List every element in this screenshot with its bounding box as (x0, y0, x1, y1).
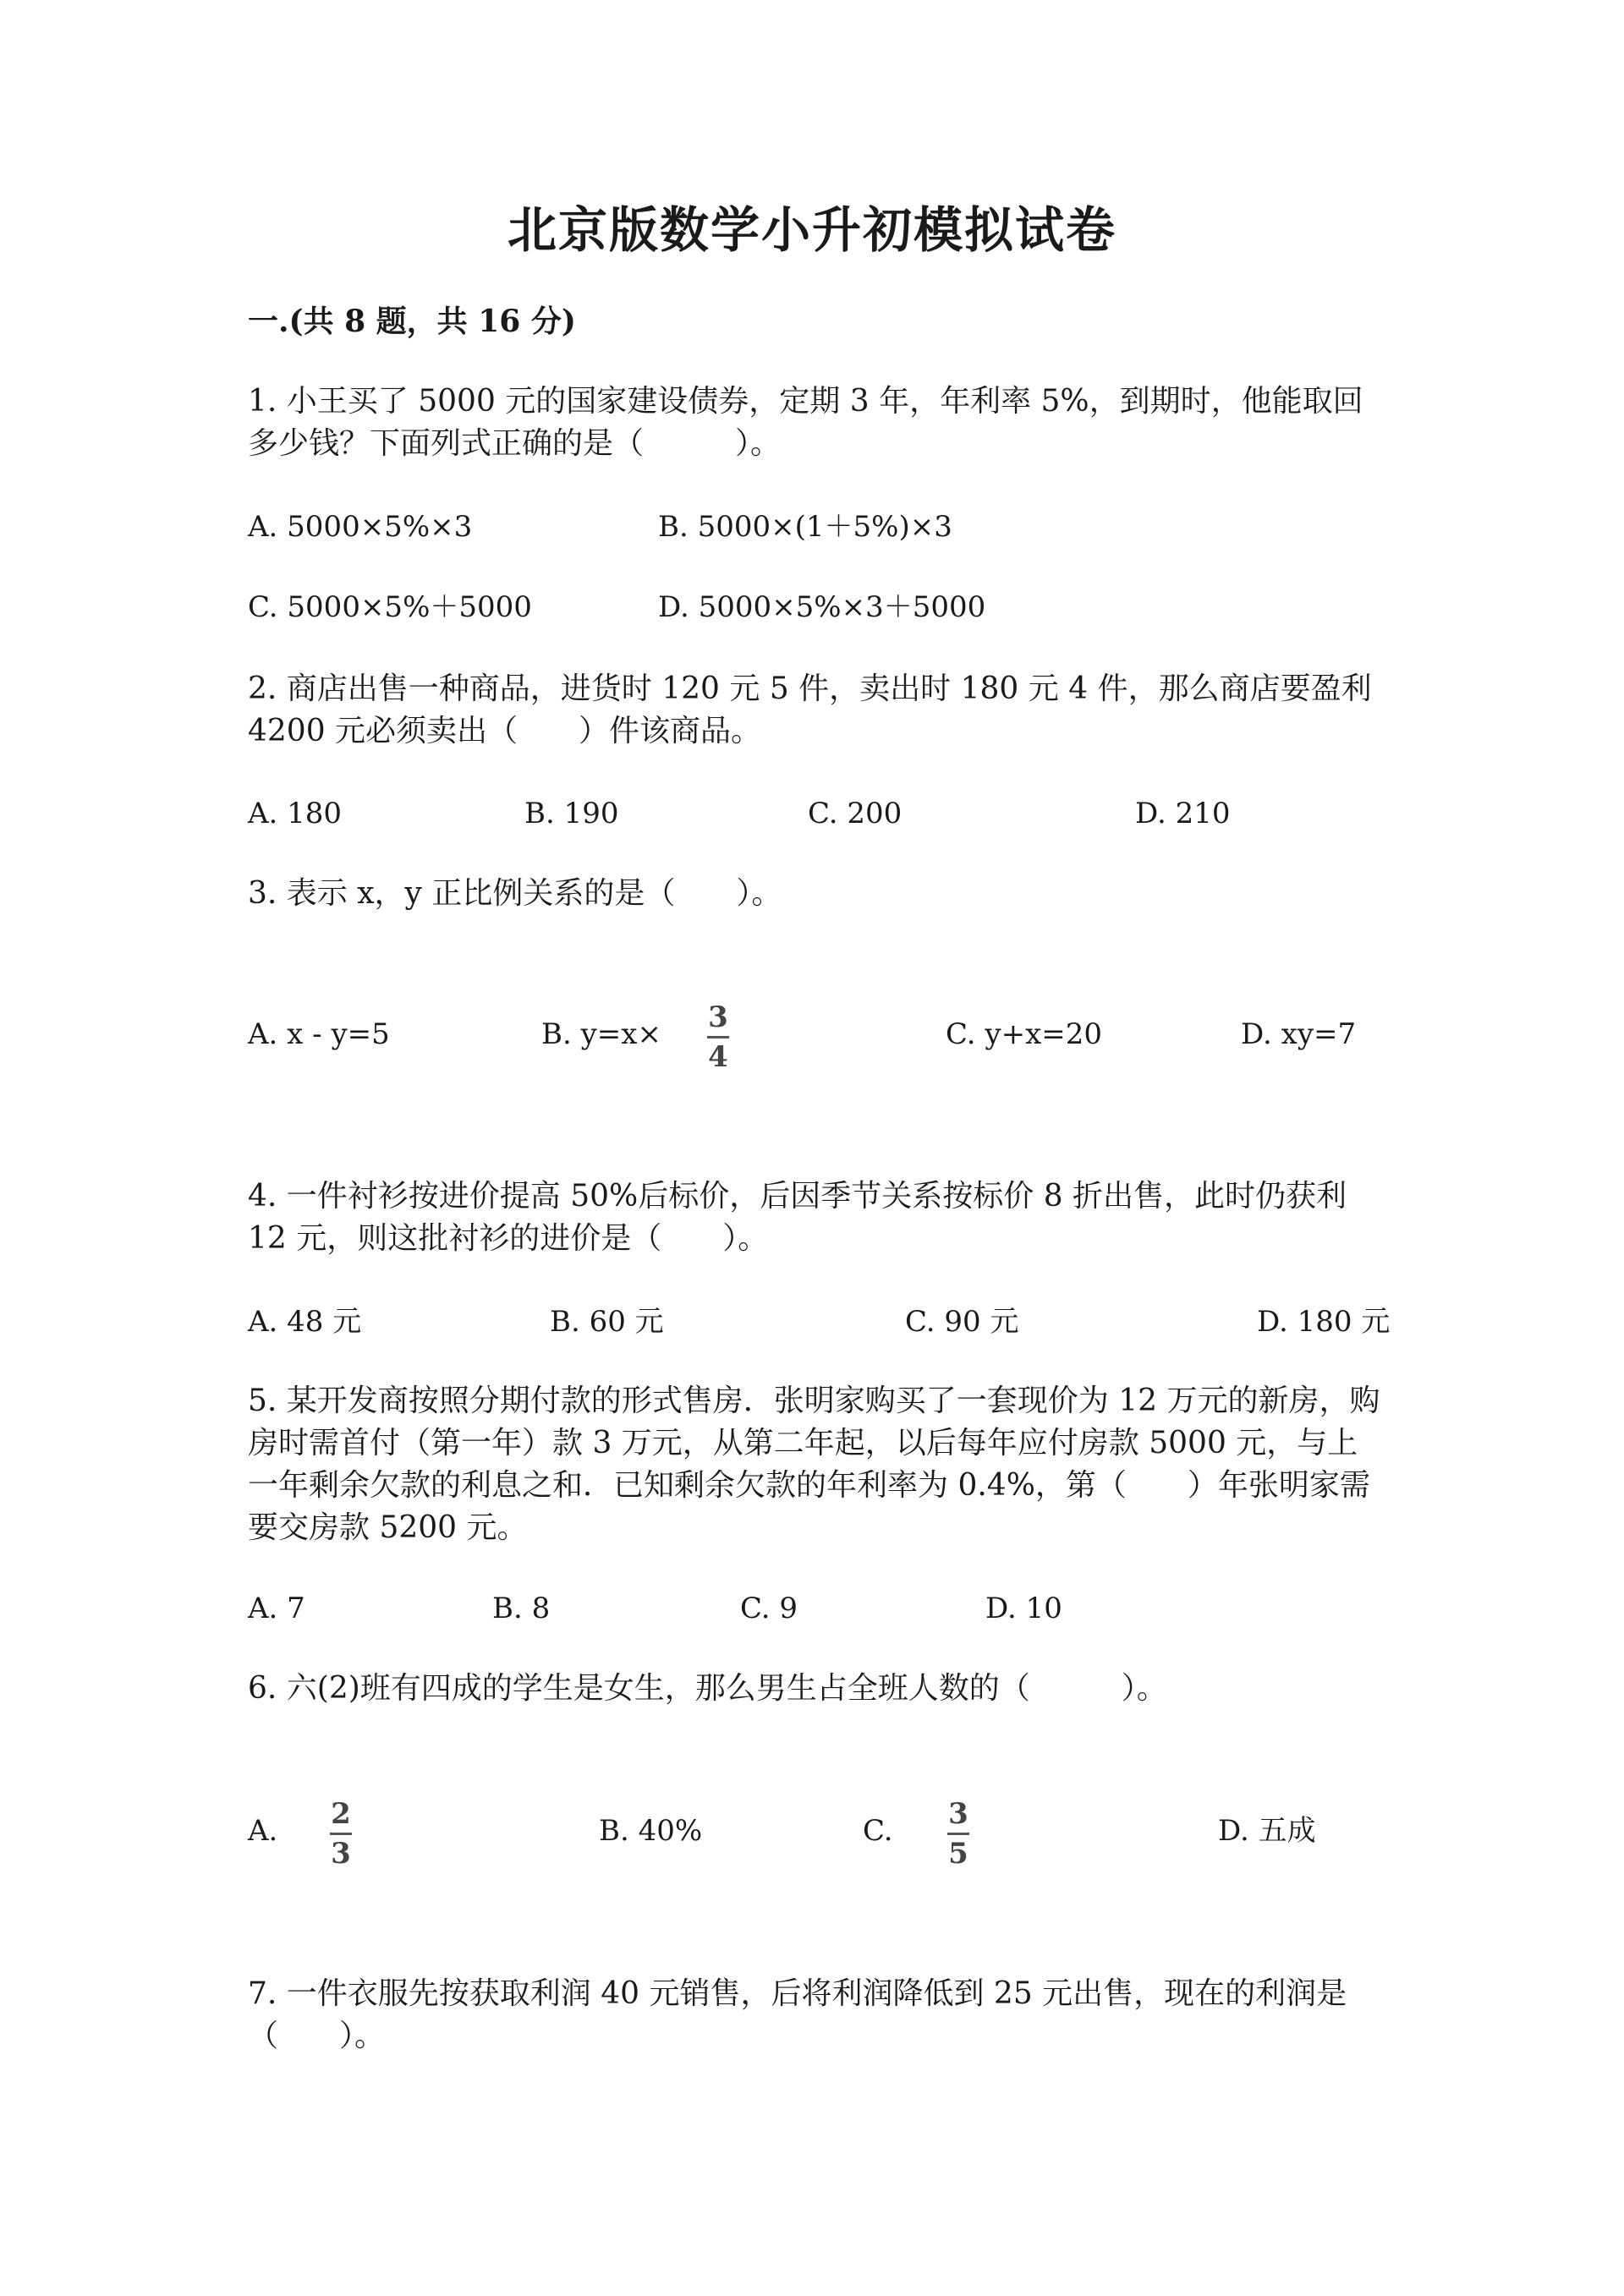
q1-option-a[interactable]: A. 5000×5%×3 (248, 510, 473, 544)
question-1: 1. 小王买了 5000 元的国家建设债券，定期 3 年，年利率 5%，到期时，他能取回多少钱？下面列式正确的是（ ）。 (248, 384, 1363, 461)
fraction-denominator: 4 (708, 1040, 728, 1074)
q4-option-b[interactable]: B. 60 元 (550, 1305, 664, 1339)
q6-option-c-fraction (947, 1799, 969, 1869)
q3-option-b-fraction (707, 1002, 729, 1072)
question-4: 4. 一件衬衫按进价提高 50%后标价，后因季节关系按标价 8 折出售，此时仍获利 12 元，则这批衬衫的进价是（ ）。 (248, 1179, 1347, 1256)
q6-option-c[interactable]: C. (863, 1814, 893, 1848)
question-3: 3. 表示 x，y 正比例关系的是（ ）。 (248, 876, 782, 911)
q4-option-c[interactable]: C. 90 元 (905, 1305, 1019, 1339)
fraction-bar (330, 1833, 352, 1835)
q3-option-d[interactable]: D. xy=7 (1241, 1017, 1357, 1051)
q6-option-b[interactable]: B. 40% (599, 1814, 703, 1848)
section-heading: 一.(共 8 题，共 16 分) (248, 304, 576, 339)
fraction-denominator: 5 (948, 1837, 968, 1871)
q5-option-a[interactable]: A. 7 (248, 1592, 305, 1625)
fraction-numerator: 2 (331, 1797, 351, 1831)
fraction-bar (707, 1036, 729, 1038)
q6-option-d[interactable]: D. 五成 (1218, 1814, 1316, 1848)
question-5: 5. 某开发商按照分期付款的形式售房．张明家购买了一套现价为 12 万元的新房，购房时需首付（第一年）款 3 万元，从第二年起，以后每年应付房款 5000 元，与上一年剩余欠款的利息之和．已知剩余欠款的年利率为 0.4%，第（ ）年张明家需要交房款 5200 元。 (248, 1384, 1380, 1545)
q5-option-b[interactable]: B. 8 (492, 1592, 551, 1625)
q1-option-d[interactable]: D. 5000×5%×3＋5000 (658, 590, 986, 624)
question-2: 2. 商店出售一种商品，进货时 120 元 5 件，卖出时 180 元 4 件，那么商店要盈利 4200 元必须卖出（ ）件该商品。 (248, 671, 1372, 748)
q6-option-a-fraction (330, 1799, 352, 1869)
fraction-numerator: 3 (708, 1000, 728, 1034)
q3-option-a[interactable]: A. x - y=5 (248, 1017, 390, 1051)
q2-option-d[interactable]: D. 210 (1135, 797, 1231, 830)
question-7: 7. 一件衣服先按获取利润 40 元销售，后将利润降低到 25 元出售，现在的利润是（ ）。 (248, 1976, 1347, 2053)
fraction-bar (947, 1833, 969, 1835)
q1-option-b[interactable]: B. 5000×(1＋5%)×3 (658, 510, 952, 544)
page-title: 北京版数学小升初模拟试卷 (507, 201, 1116, 259)
question-6: 6. 六(2)班有四成的学生是女生，那么男生占全班人数的（ ）。 (248, 1671, 1167, 1706)
q1-option-c[interactable]: C. 5000×5%＋5000 (248, 590, 532, 624)
q3-option-b[interactable]: B. y=x× (541, 1017, 661, 1051)
q5-option-c[interactable]: C. 9 (740, 1592, 798, 1625)
q4-option-a[interactable]: A. 48 元 (248, 1305, 362, 1339)
q5-option-d[interactable]: D. 10 (985, 1592, 1062, 1625)
fraction-denominator: 3 (331, 1837, 351, 1871)
q2-option-a[interactable]: A. 180 (248, 797, 343, 830)
q3-option-c[interactable]: C. y+x=20 (946, 1017, 1103, 1051)
q2-option-b[interactable]: B. 190 (524, 797, 619, 830)
fraction-numerator: 3 (948, 1797, 968, 1831)
q2-option-c[interactable]: C. 200 (808, 797, 903, 830)
q6-option-a[interactable]: A. (248, 1814, 278, 1848)
q4-option-d[interactable]: D. 180 元 (1257, 1305, 1391, 1339)
